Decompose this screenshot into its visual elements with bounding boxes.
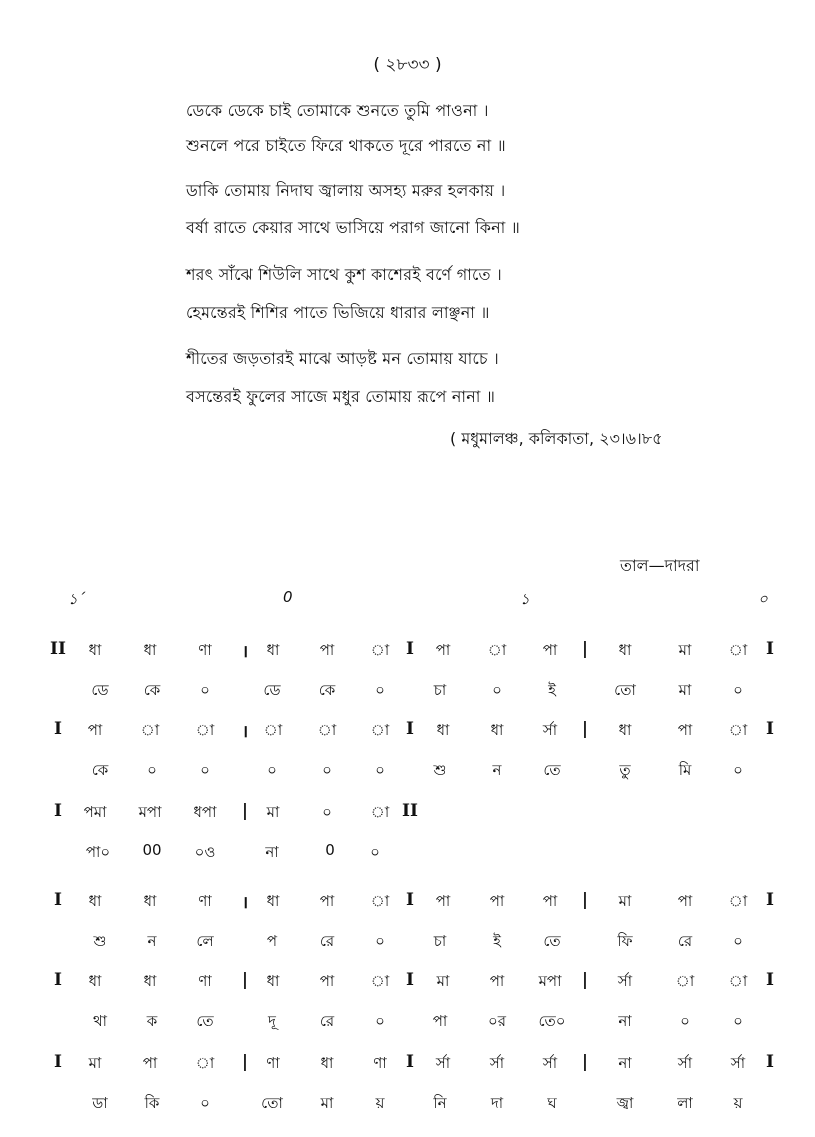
swara-note: ণা: [198, 641, 212, 659]
swara-note: মা: [436, 972, 450, 990]
poem-line: ডেকে ডেকে চাই তোমাকে শুনতে তুমি পাওনা ।: [186, 101, 489, 120]
swara-note: মা: [678, 641, 692, 659]
swara-note: র্সা: [489, 1054, 505, 1072]
bar-line: I: [766, 719, 774, 739]
lyric-syllable: ০: [375, 1012, 385, 1030]
page-number: ( ২৮৩৩ ): [373, 55, 442, 75]
swara-note: া: [263, 721, 283, 739]
bar-line: I: [406, 639, 414, 659]
swara-note: মপা: [538, 972, 562, 990]
lyric-syllable: 0: [325, 841, 335, 859]
lyric-syllable: ই: [548, 681, 556, 699]
poem-line: হেমন্তেরই শিশির পাতে ভিজিয়ে ধারার লাঞ্ছনা ॥: [186, 303, 490, 322]
lyric-syllable: ঘ: [547, 1094, 557, 1112]
lyric-syllable: ০: [733, 681, 743, 699]
lyric-syllable: শু: [433, 761, 447, 779]
swara-note: পমা: [83, 803, 107, 821]
lyric-syllable: তু: [619, 761, 631, 779]
swara-note: র্সা: [617, 972, 633, 990]
lyric-row: [0, 1010, 815, 1036]
lyric-syllable: ০: [733, 932, 743, 950]
lyric-syllable: য়: [733, 1094, 743, 1112]
swara-note: মা: [88, 1054, 102, 1072]
bar-line: I: [406, 970, 414, 990]
beat-marker: ০: [758, 590, 768, 608]
swara-note: পা: [489, 972, 505, 990]
swara-note: ০: [322, 803, 332, 821]
swara-note: ণা: [198, 892, 212, 910]
swara-note: ধা: [143, 972, 157, 990]
swara-note: ধা: [320, 1054, 334, 1072]
lyric-syllable: ডে: [91, 681, 109, 699]
swara-note: া: [728, 892, 748, 910]
lyric-syllable: চা: [433, 932, 447, 950]
lyric-row: [0, 759, 815, 785]
swara-note: া: [370, 972, 390, 990]
lyric-syllable: ০র: [487, 1012, 507, 1030]
swara-note: া: [370, 803, 390, 821]
lyric-syllable: মা: [678, 681, 692, 699]
bar-line: |: [581, 719, 589, 739]
lyric-syllable: রে: [677, 932, 693, 950]
lyric-syllable: কে: [318, 681, 336, 699]
swara-note: মা: [618, 892, 632, 910]
swara-note: র্সা: [730, 1054, 746, 1072]
bar-line: I: [766, 890, 774, 910]
swara-note: র্সা: [677, 1054, 693, 1072]
swara-note: ধা: [88, 892, 102, 910]
bar-line: I: [54, 719, 62, 739]
swara-note: র্সা: [435, 1054, 451, 1072]
lyric-syllable: ডা: [92, 1094, 108, 1112]
swara-note: া: [487, 641, 507, 659]
lyric-syllable: ০: [375, 932, 385, 950]
bar-line: II: [402, 801, 418, 821]
lyric-syllable: কে: [143, 681, 161, 699]
swara-note: ধা: [618, 721, 632, 739]
swara-note: ধপা: [193, 803, 217, 821]
lyric-syllable: ০: [370, 843, 380, 861]
bar-line: ।: [241, 642, 249, 662]
poem-line: বসন্তেরই ফুলের সাজে মধুর তোমায় রূপে নানা ॥: [186, 387, 496, 406]
lyric-syllable: চা: [433, 681, 447, 699]
lyric-syllable: পা: [432, 1012, 448, 1030]
swara-note: ধা: [490, 721, 504, 739]
lyric-syllable: তে: [543, 932, 561, 950]
poem-line: ডাকি তোমায় নিদাঘ জ্বালায় অসহ্য মরুর হলকায় ।: [186, 181, 506, 200]
swara-note: া: [195, 721, 215, 739]
swara-note: ধা: [618, 641, 632, 659]
swara-note: পা: [435, 641, 451, 659]
bar-line: |: [581, 890, 589, 910]
bar-line: I: [766, 970, 774, 990]
lyric-syllable: রে: [319, 1012, 335, 1030]
swara-row: [0, 1052, 815, 1078]
bar-line: I: [766, 639, 774, 659]
lyric-syllable: ০: [147, 761, 157, 779]
lyric-syllable: কে: [91, 761, 109, 779]
swara-note: মপা: [138, 803, 162, 821]
swara-note: া: [370, 641, 390, 659]
swara-note: ণা: [373, 1054, 387, 1072]
swara-note: না: [618, 1054, 632, 1072]
swara-row: [0, 890, 815, 916]
swara-note: ধা: [266, 892, 280, 910]
bar-line: |: [581, 970, 589, 990]
bar-line: |: [241, 801, 249, 821]
beat-marker: ১´: [68, 590, 86, 608]
bar-line: ।: [241, 722, 249, 742]
lyric-syllable: না: [618, 1012, 632, 1030]
bar-line: I: [406, 719, 414, 739]
swara-row: [0, 801, 815, 827]
lyric-syllable: ০: [200, 1094, 210, 1112]
swara-note: া: [370, 721, 390, 739]
lyric-syllable: মি: [678, 761, 692, 779]
lyric-syllable: দা: [490, 1094, 504, 1112]
lyric-syllable: ০: [733, 761, 743, 779]
poem-line: শুনলে পরে চাইতে ফিরে থাকতে দূরে পারতে না ॥: [186, 136, 506, 155]
bar-line: I: [54, 801, 62, 821]
swara-note: া: [728, 641, 748, 659]
bar-line: I: [54, 890, 62, 910]
lyric-syllable: ই: [493, 932, 501, 950]
lyric-syllable: ০ও: [194, 843, 216, 861]
lyric-syllable: ন: [147, 932, 157, 950]
lyric-syllable: প: [266, 932, 278, 950]
bar-line: I: [406, 890, 414, 910]
lyric-syllable: রে: [319, 932, 335, 950]
swara-note: া: [728, 972, 748, 990]
swara-note: পা: [319, 972, 335, 990]
lyric-syllable: পা০: [85, 843, 111, 861]
bar-line: II: [50, 639, 66, 659]
lyric-syllable: না: [265, 843, 279, 861]
lyric-row: [0, 841, 815, 867]
swara-row: [0, 719, 815, 745]
bar-line: I: [766, 1052, 774, 1072]
swara-note: পা: [319, 641, 335, 659]
swara-note: র্সা: [542, 721, 558, 739]
lyric-syllable: 00: [142, 841, 162, 859]
swara-note: র্সা: [542, 1054, 558, 1072]
lyric-row: [0, 1092, 815, 1118]
bar-line: |: [581, 639, 589, 659]
lyric-syllable: জ্বা: [616, 1094, 634, 1112]
lyric-syllable: লে: [196, 932, 214, 950]
poem-line: বর্ষা রাতে কেয়ার সাথে ভাসিয়ে পরাগ জানো কিনা ॥: [186, 218, 521, 237]
swara-note: ধা: [143, 892, 157, 910]
lyric-row: [0, 930, 815, 956]
lyric-syllable: দূ: [268, 1012, 276, 1030]
swara-note: পা: [87, 721, 103, 739]
lyric-syllable: ন: [492, 761, 502, 779]
lyric-syllable: ০: [733, 1012, 743, 1030]
swara-row: [0, 970, 815, 996]
swara-note: া: [140, 721, 160, 739]
beat-marker: 0: [283, 588, 293, 606]
lyric-syllable: তো: [261, 1094, 283, 1112]
lyric-syllable: ০: [375, 681, 385, 699]
swara-note: পা: [677, 721, 693, 739]
bar-line: |: [241, 970, 249, 990]
bar-line: I: [54, 1052, 62, 1072]
lyric-syllable: ০: [267, 761, 277, 779]
swara-note: পা: [542, 892, 558, 910]
bar-line: ।: [241, 893, 249, 913]
lyric-syllable: ০: [322, 761, 332, 779]
swara-note: া: [728, 721, 748, 739]
lyric-syllable: ০: [200, 761, 210, 779]
swara-note: ধা: [266, 641, 280, 659]
lyric-syllable: লা: [677, 1094, 693, 1112]
bar-line: I: [54, 970, 62, 990]
lyric-syllable: শু: [93, 932, 107, 950]
lyric-syllable: ০: [492, 681, 502, 699]
swara-note: া: [675, 972, 695, 990]
swara-note: ণা: [198, 972, 212, 990]
swara-row: [0, 639, 815, 665]
lyric-syllable: ক: [146, 1012, 158, 1030]
tala-label: তাল—দাদরা: [620, 556, 700, 575]
beat-marker: ১: [520, 590, 530, 608]
swara-note: পা: [435, 892, 451, 910]
lyric-syllable: ০: [680, 1012, 690, 1030]
lyric-syllable: তে: [196, 1012, 214, 1030]
lyric-syllable: ফি: [617, 932, 633, 950]
lyric-syllable: য়: [375, 1094, 385, 1112]
bar-line: I: [406, 1052, 414, 1072]
swara-note: ণা: [266, 1054, 280, 1072]
swara-note: া: [317, 721, 337, 739]
swara-note: মা: [266, 803, 280, 821]
swara-note: পা: [319, 892, 335, 910]
lyric-syllable: মা: [320, 1094, 334, 1112]
lyric-syllable: ০: [200, 681, 210, 699]
lyric-syllable: নি: [433, 1094, 447, 1112]
swara-note: া: [195, 1054, 215, 1072]
source-credit: ( মধুমালঞ্চ, কলিকাতা, ২৩।৬।৮৫: [450, 429, 663, 448]
bar-line: |: [241, 1052, 249, 1072]
lyric-syllable: তো: [614, 681, 636, 699]
swara-note: ধা: [266, 972, 280, 990]
bar-line: |: [581, 1052, 589, 1072]
lyric-row: [0, 679, 815, 705]
lyric-syllable: কি: [144, 1094, 160, 1112]
swara-note: পা: [142, 1054, 158, 1072]
swara-note: া: [370, 892, 390, 910]
poem-line: শরৎ সাঁঝে শিউলি সাথে কুশ কাশেরই বর্ণে গাতে ।: [186, 265, 502, 284]
swara-note: পা: [489, 892, 505, 910]
lyric-syllable: থা: [92, 1012, 108, 1030]
lyric-syllable: তে: [543, 761, 561, 779]
lyric-syllable: ০: [375, 761, 385, 779]
swara-note: পা: [542, 641, 558, 659]
lyric-syllable: তে০: [538, 1012, 566, 1030]
swara-note: পা: [677, 892, 693, 910]
swara-note: ধা: [88, 641, 102, 659]
swara-note: ধা: [143, 641, 157, 659]
poem-line: শীতের জড়তারই মাঝে আড়ষ্ট মন তোমায় যাচে ।: [186, 349, 499, 368]
swara-note: ধা: [88, 972, 102, 990]
lyric-syllable: ডে: [263, 681, 281, 699]
swara-note: ধা: [436, 721, 450, 739]
